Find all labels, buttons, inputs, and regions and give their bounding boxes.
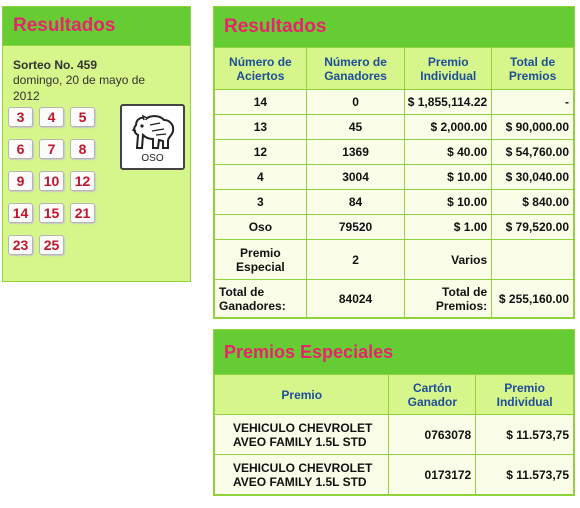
aciertos-cell: 13 [215, 115, 307, 140]
premio-cell: $ 1,855,114.22 [405, 90, 492, 115]
draw-date: domingo, 20 de mayo de 2012 [13, 73, 146, 103]
special-prizes-panel [213, 329, 575, 496]
prize-name-cell: VEHICULO CHEVROLET AVEO FAMILY 1.5L STD [215, 415, 389, 455]
ganadores-cell: 0 [306, 90, 405, 115]
totals-row [215, 280, 574, 318]
aciertos-cell: Oso [215, 215, 307, 240]
winning-number-ball: 25 [39, 235, 64, 255]
total-cell: $ 79,520.00 [492, 215, 574, 240]
winning-number-ball: 8 [70, 139, 95, 159]
table-row [215, 115, 574, 140]
total-cell: - [492, 90, 574, 115]
winning-number-ball: 15 [39, 203, 64, 223]
premio-cell: Varios [405, 240, 492, 280]
table-row [215, 415, 574, 455]
total-prizes-value: $ 255,160.00 [492, 280, 574, 318]
total-cell: $ 30,040.00 [492, 165, 574, 190]
prize-amount-cell: $ 11.573,75 [476, 415, 574, 455]
winning-number-ball: 9 [8, 171, 33, 191]
total-cell [492, 240, 574, 280]
winning-number-ball: 23 [8, 235, 33, 255]
results-table [214, 47, 574, 318]
winning-number-ball: 21 [70, 203, 95, 223]
column-header: Total de Premios [492, 48, 574, 90]
premio-cell: $ 10.00 [405, 165, 492, 190]
ganadores-cell: 2 [306, 240, 405, 280]
table-header-row [215, 48, 574, 90]
prize-amount-cell: $ 11.573,75 [476, 455, 574, 495]
aciertos-cell: 14 [215, 90, 307, 115]
aciertos-cell: Premio Especial [215, 240, 307, 280]
column-header: Cartón Ganador [389, 375, 476, 415]
table-header-row [215, 375, 574, 415]
winning-number-ball: 3 [8, 107, 33, 127]
column-header: Número de Aciertos [215, 48, 307, 90]
total-prizes-label: Total de Premios: [405, 280, 492, 318]
panel-title: Premios Especiales [214, 330, 574, 374]
aciertos-cell: 3 [215, 190, 307, 215]
ganadores-cell: 3004 [306, 165, 405, 190]
total-winners-value: 84024 [306, 280, 405, 318]
winning-number-ball: 4 [39, 107, 64, 127]
special-prizes-table [214, 374, 574, 495]
aciertos-cell: 4 [215, 165, 307, 190]
total-cell: $ 840.00 [492, 190, 574, 215]
panel-title: Resultados [3, 7, 190, 46]
ganadores-cell: 45 [306, 115, 405, 140]
winning-number-ball: 6 [8, 139, 33, 159]
aciertos-cell: 12 [215, 140, 307, 165]
results-summary-panel [2, 6, 191, 282]
column-header: Premio Individual [476, 375, 574, 415]
oso-label: OSO [141, 153, 164, 164]
winning-number-ball: 10 [39, 171, 64, 191]
total-cell: $ 54,760.00 [492, 140, 574, 165]
winning-number-ball: 7 [39, 139, 64, 159]
winning-card-cell: 0173172 [389, 455, 476, 495]
total-winners-label: Total de Ganadores: [215, 280, 307, 318]
prize-name-cell: VEHICULO CHEVROLET AVEO FAMILY 1.5L STD [215, 455, 389, 495]
table-row [215, 140, 574, 165]
column-header: Número de Ganadores [306, 48, 405, 90]
winning-number-ball: 14 [8, 203, 33, 223]
winning-card-cell: 0763078 [389, 415, 476, 455]
table-row [215, 240, 574, 280]
oso-badge [120, 104, 185, 170]
ganadores-cell: 1369 [306, 140, 405, 165]
ganadores-cell: 84 [306, 190, 405, 215]
table-row [215, 165, 574, 190]
table-row [215, 90, 574, 115]
ganadores-cell: 79520 [306, 215, 405, 240]
premio-cell: $ 10.00 [405, 190, 492, 215]
column-header: Premio [215, 375, 389, 415]
winning-number-ball: 12 [70, 171, 95, 191]
draw-number: Sorteo No. 459 [13, 58, 98, 72]
column-header: Premio Individual [405, 48, 492, 90]
panel-title: Resultados [214, 7, 574, 47]
table-row [215, 215, 574, 240]
table-row [215, 455, 574, 495]
premio-cell: $ 2,000.00 [405, 115, 492, 140]
results-table-panel [213, 6, 575, 319]
premio-cell: $ 40.00 [405, 140, 492, 165]
table-row [215, 190, 574, 215]
total-cell: $ 90,000.00 [492, 115, 574, 140]
premio-cell: $ 1.00 [405, 215, 492, 240]
winning-number-ball: 5 [70, 107, 95, 127]
bear-icon [130, 111, 176, 151]
